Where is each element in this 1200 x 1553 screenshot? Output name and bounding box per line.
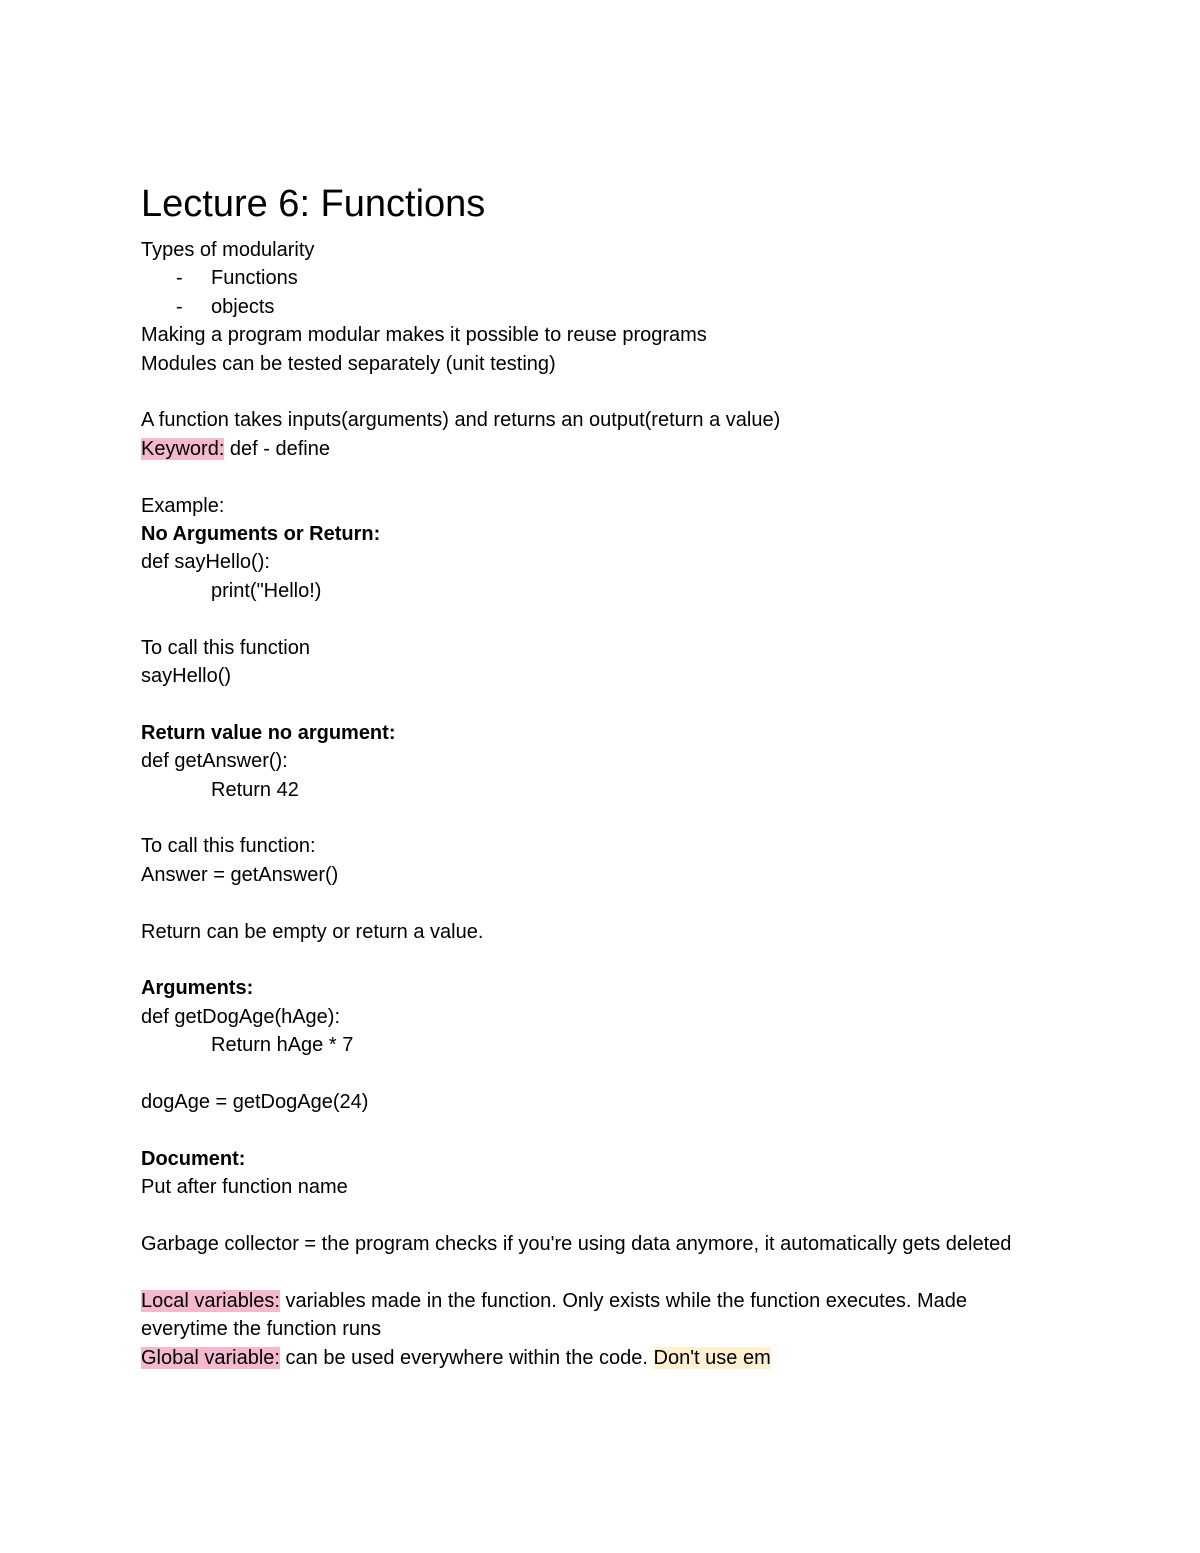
code-line: sayHello() [141, 665, 232, 688]
keyword-line [141, 435, 1041, 463]
spacer [141, 1202, 1041, 1230]
modularity-heading: Types of modularity [141, 239, 315, 261]
spacer [141, 1060, 1041, 1088]
garbage-collector-text: Garbage collector = the program checks if you're using data anymore, it automatically gets deleted [141, 1233, 1012, 1256]
modular-reuse-text: Making a program modular makes it possible to reuse programs [141, 324, 707, 347]
keyword-text: def - define [224, 437, 330, 460]
spacer [141, 1116, 1041, 1144]
global-variable-line [141, 1344, 1041, 1372]
spacer [141, 378, 1041, 406]
global-variable-text: can be used everywhere within the code. [279, 1346, 654, 1369]
local-variables-label-highlight: Local variables: [141, 1289, 280, 1312]
unit-testing-text: Modules can be tested separately (unit testing) [141, 352, 556, 375]
code-line: def getDogAge(hAge): [141, 1005, 341, 1028]
bullet-marker: - [176, 267, 183, 290]
return-note: Return can be empty or return a value. [141, 920, 484, 943]
spacer [141, 804, 1041, 832]
function-definition-text: A function takes inputs(arguments) and returns an output(return a value) [141, 409, 781, 432]
list-item-text: Functions [211, 267, 298, 290]
code-line: Return 42 [211, 778, 299, 801]
spacer [141, 690, 1041, 718]
code-line: Return hAge * 7 [211, 1034, 354, 1057]
page-title: Lecture 6: Functions [141, 183, 486, 225]
global-variable-label-highlight: Global variable: [141, 1346, 280, 1369]
bullet-marker: - [176, 295, 183, 318]
document-heading: Document: [141, 1147, 246, 1170]
spacer [141, 946, 1041, 974]
spacer [141, 1258, 1041, 1286]
local-variables-text: variables made in the function. Only exists while the function executes. Made everytime the function runs [141, 1289, 973, 1341]
list-item [141, 264, 1041, 292]
list-item [141, 293, 1041, 321]
local-variables-line [141, 1287, 1041, 1344]
list-item-text: objects [211, 295, 275, 318]
example-label: Example: [141, 494, 225, 517]
spacer [141, 889, 1041, 917]
code-line: dogAge = getDogAge(24) [141, 1091, 369, 1114]
keyword-label-highlight: Keyword: [141, 437, 225, 460]
no-args-heading: No Arguments or Return: [141, 523, 381, 546]
global-variable-note-highlight: Don't use em [653, 1346, 771, 1369]
document-content [141, 178, 1041, 1372]
code-line: def getAnswer(): [141, 750, 288, 773]
document-text: Put after function name [141, 1176, 348, 1199]
code-line: Answer = getAnswer() [141, 863, 339, 886]
spacer [141, 605, 1041, 633]
arguments-heading: Arguments: [141, 977, 254, 1000]
code-line: def sayHello(): [141, 551, 270, 574]
call-label: To call this function [141, 636, 310, 659]
return-no-arg-heading: Return value no argument: [141, 721, 396, 744]
spacer [141, 463, 1041, 491]
code-line: print("Hello!) [211, 579, 322, 602]
call-label: To call this function: [141, 835, 316, 858]
